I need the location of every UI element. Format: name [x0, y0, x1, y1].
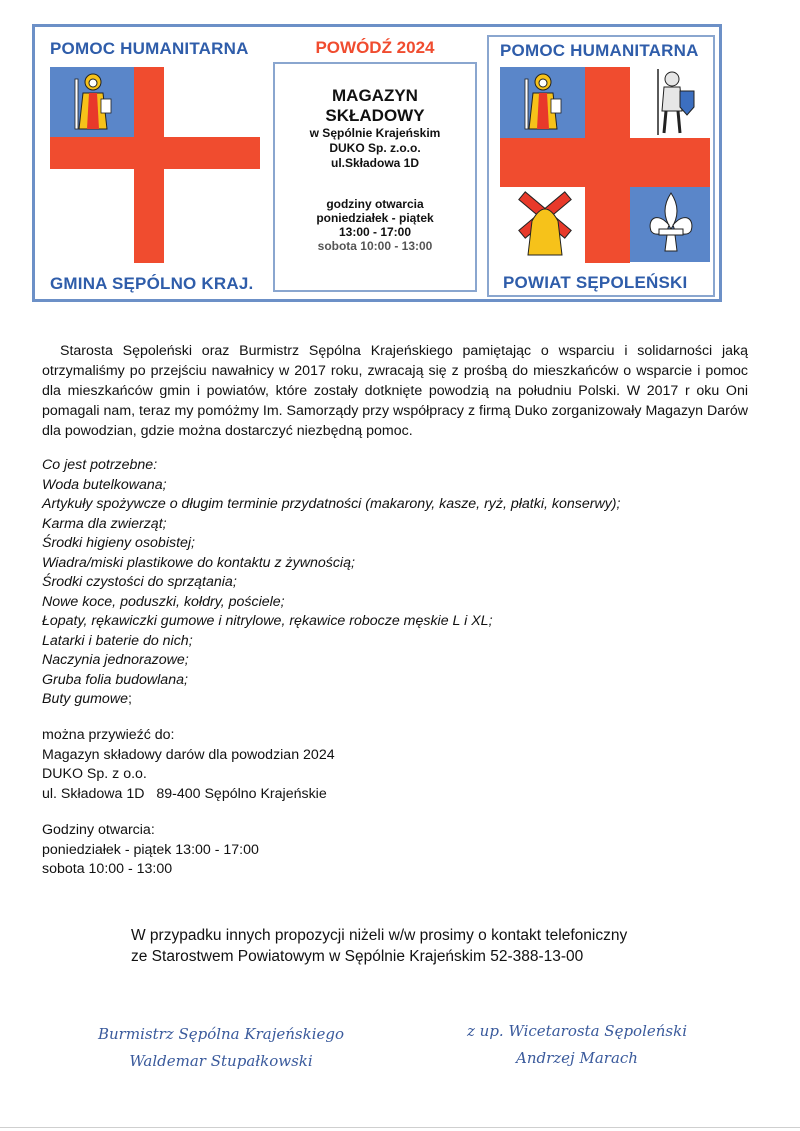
fleur-de-lis-emblem-icon — [645, 191, 697, 257]
panel-weekday-hours: 13:00 - 17:00 — [338, 225, 412, 239]
windmill-emblem-icon — [510, 187, 580, 263]
address-line3: ul. Składowa 1D 89-400 Sępólno Krajeńskie — [42, 785, 327, 802]
needs-item-last-punct: ; — [127, 691, 132, 707]
needs-item: Łopaty, rękawiczki gumowe i nitrylowe, rękawice robocze męskie L i XL; — [42, 613, 493, 629]
left-signature-title: Burmistrz Sępólna Krajeńskiego — [98, 1025, 344, 1043]
contact-note — [131, 925, 731, 967]
needs-item: Środki higieny osobistej; — [42, 535, 195, 551]
left-signature-name: Waldemar Stupałkowski — [129, 1052, 313, 1070]
panel-saturday: sobota 10:00 - 13:00 — [317, 239, 433, 253]
intro-paragraph — [42, 341, 748, 441]
panel-street: ul.Składowa 1D — [330, 156, 420, 170]
needs-item: Wiadra/miski plastikowe do kontaktu z żywnością; — [42, 554, 355, 571]
hours-weekdays: poniedziałek - piątek 13:00 - 17:00 — [42, 841, 259, 858]
knight-emblem-icon — [640, 67, 702, 137]
panel-weekdays: poniedziałek - piątek — [316, 211, 434, 225]
left-flag-cross-horizontal — [50, 137, 260, 169]
warehouse-info-panel — [273, 62, 477, 292]
hours-saturday: sobota 10:00 - 13:00 — [42, 861, 173, 877]
contact-line1: W przypadku innych propozycji niżeli w/w prosimy o kontakt telefoniczny — [131, 927, 628, 944]
panel-title-line2: SKŁADOWY — [325, 106, 425, 125]
address-line2: DUKO Sp. z o.o. — [42, 766, 147, 782]
panel-title-line1: MAGAZYN — [332, 86, 418, 105]
page-bottom-divider — [0, 1127, 800, 1128]
needs-item: Naczynia jednorazowe; — [42, 652, 189, 668]
hours-heading: Godziny otwarcia: — [42, 822, 155, 838]
panel-company: DUKO Sp. z.o.o. — [329, 141, 421, 155]
needs-item: Artykuły spożywcze o długim terminie przydatności (makarony, kasze, ryż, płatki, konserwy); — [42, 496, 621, 512]
saint-emblem-icon — [63, 71, 123, 133]
right-signature-title: z up. Wicetarosta Sępoleński — [466, 1022, 687, 1040]
needs-item: Nowe koce, poduszki, kołdry, pościele; — [42, 593, 285, 610]
needs-item: Gruba folia budowlana; — [42, 671, 188, 688]
needs-item: Środki czystości do sprzątania; — [42, 574, 237, 590]
right-signature — [462, 1018, 692, 1072]
needs-heading: Co jest potrzebne: — [42, 457, 158, 473]
right-banner-footer: POWIAT SĘPOLEŃSKI — [503, 273, 688, 292]
humanitarian-banner — [32, 24, 722, 302]
opening-hours — [42, 821, 259, 880]
address-line1: Magazyn składowy darów dla powodzian 2024 — [42, 746, 335, 763]
right-signature-name: Andrzej Marach — [516, 1049, 638, 1067]
right-banner-title: POMOC HUMANITARNA — [500, 41, 699, 60]
needs-list — [42, 456, 742, 710]
intro-text: Starosta Sępoleński oraz Burmistrz Sępólna Krajeńskiego pamiętając o wsparciu i solidarności jaką otrzymaliśmy po przejściu nawałnicy w 2017 roku, zwracają się z prośbą do mieszkańców o wsparcie i pomoc dla mieszkańców gmin i powiatów, które zostały dotknięte powodzią na południu Polski. W 2017 r oku Oni pomagali nam, teraz my pomóżmy Im. Samorządy przy współpracy z firmą Duko zorganizowały Magazyn Darów dla powodzian, gdzie można dostarczyć niezbędną pomoc. — [42, 343, 748, 439]
delivery-address — [42, 726, 335, 804]
needs-item: Woda butelkowana; — [42, 476, 167, 493]
flood-year-label: POWÓDŹ 2024 — [315, 38, 435, 57]
needs-item-last — [42, 690, 742, 710]
left-banner-footer: GMINA SĘPÓLNO KRAJ. — [50, 274, 254, 293]
saint-emblem-icon-right — [513, 71, 573, 133]
right-flag-cross-horizontal — [500, 138, 710, 187]
needs-item: Latarki i baterie do nich; — [42, 632, 193, 649]
address-intro: można przywieźć do: — [42, 727, 175, 743]
left-banner-title: POMOC HUMANITARNA — [50, 39, 249, 58]
left-signature — [96, 1021, 346, 1075]
panel-location: w Sępólnie Krajeńskim — [309, 126, 441, 140]
needs-item-last-text: Buty gumowe — [42, 691, 128, 707]
panel-hours-label: godziny otwarcia — [326, 197, 424, 211]
contact-line2: ze Starostwem Powiatowym w Sępólnie Krajeńskim 52-388-13-00 — [131, 948, 584, 965]
needs-item: Karma dla zwierząt; — [42, 515, 167, 532]
